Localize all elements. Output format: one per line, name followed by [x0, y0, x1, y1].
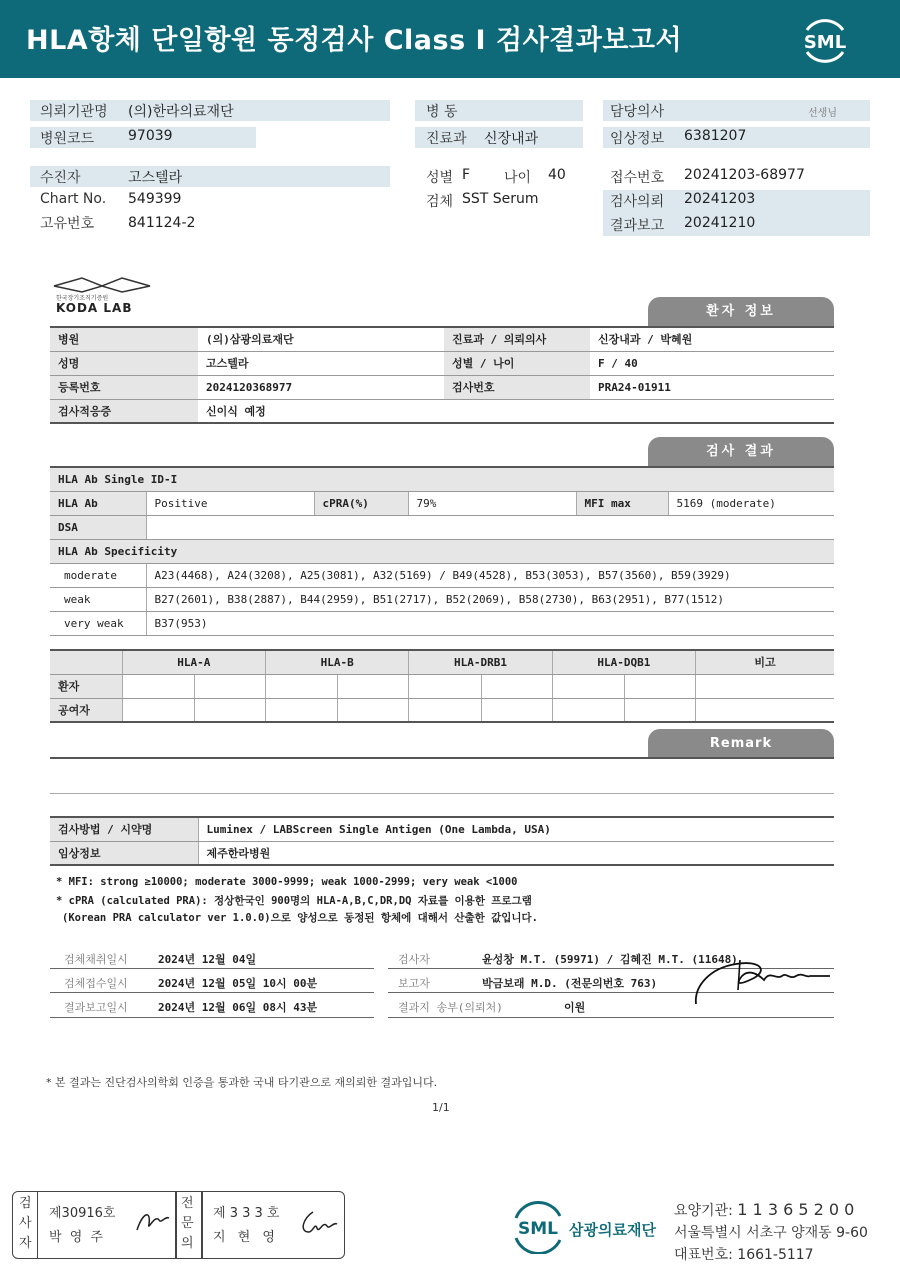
pi-label: 등록번호 [50, 375, 198, 399]
pi-label: 성명 [50, 351, 198, 375]
indication-label: 검사적응증 [50, 399, 198, 423]
patient-value: 고스텔라 [128, 170, 183, 186]
mfi-label: MFI max [576, 491, 668, 515]
stamp-name2: 지 현 영 [213, 1230, 279, 1245]
report-value: 2024년 12월 06일 08시 43분 [158, 1001, 318, 1014]
request-date-label: 검사의뢰 [610, 194, 665, 210]
reception-no-label: 접수번호 [610, 170, 665, 186]
spec-values: B37(953) [146, 611, 834, 635]
report-title: HLA항체 단일항원 동정검사 Class I 검사결과보고서 [26, 25, 683, 56]
reporter-label: 보고자 [398, 977, 430, 990]
single-id-title: HLA Ab Single ID-I [50, 467, 834, 491]
typing-table [50, 649, 834, 723]
remark-bottom-rule [50, 793, 834, 794]
collect-value: 2024년 12월 04일 [158, 953, 257, 966]
patient-info-tab: 환자 정보 [648, 297, 834, 326]
stamp-c1: 사 [19, 1216, 32, 1231]
stamp-c2: 문 [181, 1216, 194, 1231]
dept-value: 신장내과 [484, 131, 539, 147]
typing-header: HLA-B [266, 650, 409, 674]
report-date-value: 20241210 [684, 215, 756, 231]
result-tab: 검사 결과 [648, 437, 834, 466]
footer-org-name: 삼광의료재단 [569, 1221, 656, 1239]
specimen-value: SST Serum [462, 191, 539, 207]
pi-value: 신장내과 / 박혜원 [590, 327, 834, 351]
stamp-c2: 의 [181, 1236, 194, 1251]
typing-header: HLA-DQB1 [552, 650, 695, 674]
sent-value: 이원 [564, 1001, 586, 1014]
footer-code-label: 요양기관: [674, 1203, 733, 1219]
pi-label: 병원 [50, 327, 198, 351]
clinical-value: 6381207 [684, 128, 747, 144]
sent-label: 결과지 송부(의뢰처) [398, 1001, 503, 1014]
reception-no-value: 20241203-68977 [684, 167, 805, 183]
reporter-value: 박금보래 M.D. (전문의번호 763) [482, 977, 658, 990]
mfi-value: 5169 (moderate) [668, 491, 834, 515]
sex-label: 성별 [426, 170, 454, 186]
age-value: 40 [548, 167, 566, 183]
hospital-code-value: 97039 [128, 128, 173, 144]
unique-label: 고유번호 [40, 216, 95, 232]
spec-values: A23(4468), A24(3208), A25(3081), A32(5169) / B49(4528), B53(3053), B57(3560), B59(3929) [146, 563, 834, 587]
method-clinical-label: 임상정보 [50, 841, 198, 865]
receive-value: 2024년 12월 05일 10시 00분 [158, 977, 318, 990]
doctor-suffix: 선생님 [808, 108, 837, 119]
footnote: * 본 결과는 진단검사의학회 인증을 통과한 국내 타기관으로 재의뢰한 결과입니다. [46, 1076, 438, 1089]
sex-value: F [462, 167, 471, 183]
specificity-title: HLA Ab Specificity [50, 539, 834, 563]
dsa-label: DSA [50, 515, 146, 539]
spec-level: weak [50, 587, 146, 611]
stamp-c1: 자 [19, 1236, 32, 1251]
spec-values: B27(2601), B38(2887), B44(2959), B51(2717), B52(2069), B58(2730), B63(2951), B77(1512) [146, 587, 834, 611]
method-table [50, 816, 834, 866]
method-label: 검사방법 / 시약명 [50, 817, 198, 841]
tester-value: 윤성창 M.T. (59971) / 김혜진 M.T. (11648) [482, 953, 738, 966]
requesting-org-value: (의)한라의료재단 [128, 104, 234, 120]
typing-header: HLA-DRB1 [409, 650, 552, 674]
pi-value: 2024120368977 [198, 375, 444, 399]
cpra-value: 79% [408, 491, 576, 515]
typing-header: HLA-A [122, 650, 265, 674]
pi-value: F / 40 [590, 351, 834, 375]
footer-code: 1 1 3 6 5 2 0 0 [737, 1200, 855, 1219]
footer-sml-logo-icon [510, 1200, 566, 1254]
unique-value: 841124-2 [128, 215, 196, 231]
koda-name: KODA LAB [56, 301, 133, 315]
request-date-value: 20241203 [684, 191, 756, 207]
dsa-value [146, 515, 834, 539]
patient-label: 수진자 [40, 170, 81, 186]
typing-header: 비고 [696, 650, 834, 674]
dept-label: 진료과 [426, 131, 467, 147]
ward-label: 병 동 [426, 104, 458, 120]
requesting-org-label: 의뢰기관명 [40, 104, 108, 120]
specimen-label: 검체 [426, 194, 454, 210]
age-label: 나이 [504, 170, 532, 186]
sml-logo-icon [797, 12, 853, 68]
pi-value: 고스텔라 [198, 351, 444, 375]
indication-value: 신이식 예정 [198, 399, 834, 423]
clinical-label: 임상정보 [610, 131, 665, 147]
stamp-c2: 전 [181, 1196, 194, 1211]
patient-info-table [50, 326, 834, 424]
tester-label: 검사자 [398, 953, 430, 966]
note-cpra-cont: (Korean PRA calculator ver 1.0.0)으로 양성으로 동정된 항체에 대해서 산출한 값입니다. [62, 912, 539, 924]
sml-logo-text: SML [803, 32, 847, 53]
typing-row-label: 공여자 [50, 698, 122, 722]
stamp-signature1-icon [133, 1206, 173, 1236]
stamp-no1: 제30916호 [49, 1206, 116, 1221]
chart-label: Chart No. [40, 191, 107, 207]
stamp-c1: 검 [19, 1196, 32, 1211]
method-clinical-value: 제주한라병원 [198, 841, 834, 865]
pi-value: PRA24-01911 [590, 375, 834, 399]
pi-value: (의)삼광의료재단 [198, 327, 444, 351]
hla-ab-label: HLA Ab [50, 491, 146, 515]
collect-label: 검체채취일시 [64, 953, 128, 966]
doctor-label: 담당의사 [610, 104, 665, 120]
pi-label: 진료과 / 의뢰의사 [444, 327, 590, 351]
spec-level: very weak [50, 611, 146, 635]
koda-logo-icon [52, 276, 152, 294]
pi-label: 성별 / 나이 [444, 351, 590, 375]
note-cpra: * cPRA (calculated PRA): 정상한국인 900명의 HLA-A,B,C,DR,DQ 자료를 이용한 프로그램 [56, 895, 532, 907]
remark-tab: Remark [648, 729, 834, 758]
hospital-code-label: 병원코드 [40, 131, 95, 147]
footer-logo-text: SML [518, 1219, 558, 1239]
note-mfi: * MFI: strong ≥10000; moderate 3000-9999; weak 1000-2999; very weak <1000 [56, 876, 518, 888]
remark-top-rule [50, 757, 834, 759]
report-date-label: 결과보고 [610, 218, 665, 234]
koda-sub-text: 한국장기조직기증원 [56, 295, 109, 302]
result-table [50, 466, 834, 636]
stamp-signature2-icon [297, 1208, 339, 1238]
pi-label: 검사번호 [444, 375, 590, 399]
method-value: Luminex / LABScreen Single Antigen (One Lambda, USA) [198, 817, 834, 841]
footer-address: 서울특별시 서초구 양재동 9-60 [674, 1225, 868, 1241]
stamp-no2: 제 3 3 3 호 [213, 1206, 280, 1221]
reporter-signature-icon [690, 946, 835, 1008]
cpra-label: cPRA(%) [314, 491, 408, 515]
footer-phone: 1661-5117 [737, 1247, 814, 1263]
footer-phone-label: 대표번호: [674, 1247, 733, 1263]
receive-label: 검체접수일시 [64, 977, 128, 990]
report-header [0, 0, 900, 78]
page-number: 1/1 [432, 1101, 450, 1114]
stamp-name1: 박 영 주 [49, 1230, 105, 1245]
report-label: 결과보고일시 [64, 1001, 128, 1014]
certification-stamp [12, 1191, 345, 1259]
spec-level: moderate [50, 563, 146, 587]
chart-value: 549399 [128, 191, 182, 207]
typing-row-label: 환자 [50, 674, 122, 698]
hla-ab-value: Positive [146, 491, 314, 515]
